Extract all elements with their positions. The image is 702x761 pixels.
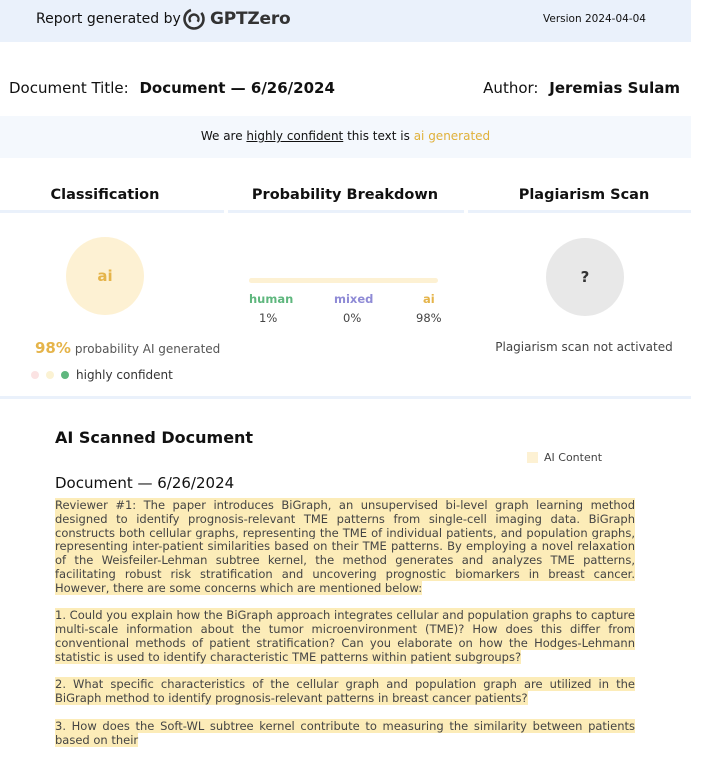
ai-highlight: 2. What specific characteristics of the cellular graph and population graph are utilized in the BiGraph method to identify prognosis-relevant patterns in breast cancer patients? bbox=[55, 677, 635, 706]
confidence-label: highly confident bbox=[76, 368, 173, 382]
medium-confidence-dot bbox=[46, 371, 54, 379]
scanned-document-body bbox=[55, 499, 635, 761]
author-row bbox=[483, 79, 680, 97]
ai-content-legend bbox=[527, 451, 602, 464]
ai-probability-percent: 98% bbox=[35, 339, 71, 357]
classification-underline bbox=[0, 210, 224, 213]
ai-highlight: Reviewer #1: The paper introduces BiGraph, an unsupervised bi-level graph learning method designed to identify prognosis-relevant TME patterns from single-cell imaging data. BiGraph constructs both cellular graphs, representing the TME of individual patients, and population graphs, representing inter-patient similarities based on their TME patterns. By employing a novel relaxation of the Weisfeiler-Lehman subtree kernel, the method generates and analyzes TME patterns, facilitating robust risk stratification and uncovering prognostic biomarkers in breast cancer. However, there are some concerns which are mentioned below: bbox=[55, 498, 635, 595]
confidence-dots-icon bbox=[31, 371, 76, 379]
probability-row bbox=[35, 339, 220, 357]
report-header bbox=[0, 0, 691, 42]
document-paragraph bbox=[55, 499, 635, 596]
plagiarism-note: Plagiarism scan not activated bbox=[495, 340, 673, 354]
scanned-document-title: AI Scanned Document bbox=[55, 428, 254, 447]
plagiarism-badge: ? bbox=[546, 238, 624, 316]
low-confidence-dot bbox=[31, 371, 39, 379]
verdict-banner bbox=[0, 116, 691, 158]
banner-verdict: ai generated bbox=[413, 129, 491, 143]
ai-content-swatch bbox=[527, 452, 538, 463]
section-divider bbox=[0, 396, 691, 399]
mixed-value: 0% bbox=[343, 311, 362, 325]
gptzero-logo-icon bbox=[182, 7, 206, 31]
ai-probability-label: probability AI generated bbox=[74, 342, 221, 356]
document-paragraph bbox=[55, 609, 635, 664]
document-paragraph bbox=[55, 720, 635, 748]
probability-bar-ai-fill bbox=[249, 278, 434, 283]
ai-highlight: 1. Could you explain how the BiGraph approach integrates cellular and population graphs to capture multi-scale information about the tumor microenvironment (TME)? How does this differ from conventional methods of patient stratification? Can you elaborate on how the Hodges-Lehmann statistic is used to identify characteristic TME patterns within patient subgroups? bbox=[55, 608, 635, 664]
banner-middle: this text is bbox=[343, 129, 414, 143]
ai-label: ai bbox=[423, 292, 435, 306]
document-paragraph bbox=[55, 678, 635, 706]
plagiarism-underline bbox=[468, 210, 691, 213]
human-value: 1% bbox=[259, 311, 278, 325]
banner-prefix: We are bbox=[200, 129, 247, 143]
brand-name: GPTZero bbox=[210, 9, 291, 29]
ai-highlight: 3. How does the Soft-WL subtree kernel contribute to measuring the similarity between patients based on their bbox=[55, 718, 635, 747]
author-name: Jeremias Sulam bbox=[549, 79, 680, 97]
ai-content-legend-label: AI Content bbox=[544, 451, 603, 464]
scanned-document-subtitle: Document — 6/26/2024 bbox=[55, 474, 235, 492]
breakdown-underline bbox=[228, 210, 464, 213]
banner-confidence: highly confident bbox=[246, 129, 344, 143]
generated-by-label: Report generated by bbox=[36, 11, 181, 27]
breakdown-heading: Probability Breakdown bbox=[251, 187, 439, 203]
brand-logo[interactable] bbox=[182, 7, 291, 31]
document-title-row bbox=[9, 79, 335, 97]
ai-value: 98% bbox=[416, 311, 442, 325]
probability-bar bbox=[249, 278, 438, 283]
human-label: human bbox=[249, 292, 294, 306]
classification-heading: Classification bbox=[50, 187, 160, 203]
document-title: Document — 6/26/2024 bbox=[139, 79, 335, 97]
plagiarism-heading: Plagiarism Scan bbox=[518, 187, 650, 203]
ai-classification-badge: ai bbox=[66, 237, 144, 315]
author-label: Author: bbox=[483, 79, 539, 97]
document-title-label: Document Title: bbox=[9, 79, 129, 97]
version-label: Version 2024-04-04 bbox=[543, 13, 646, 25]
high-confidence-dot bbox=[61, 371, 69, 379]
confidence-row bbox=[31, 368, 173, 382]
mixed-label: mixed bbox=[334, 292, 374, 306]
